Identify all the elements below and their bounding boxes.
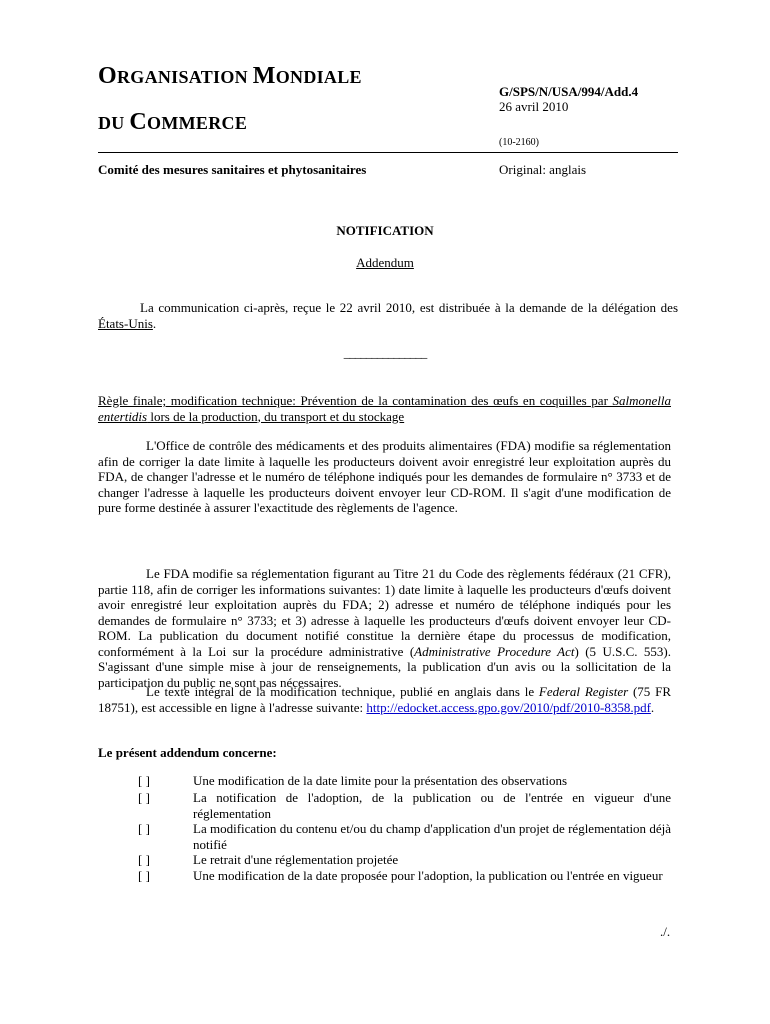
original-language: Original: anglais <box>499 162 587 177</box>
org-word-organisation: RGANISATION <box>116 67 253 87</box>
title-text-end: lors de la production, du transport et du stockage <box>147 408 405 424</box>
org-initial-m: M <box>252 63 276 89</box>
intro-end: . <box>152 315 157 331</box>
job-number: (10-2160) <box>499 137 539 148</box>
concern-text: Le retrait d'une réglementation projetée <box>193 852 399 867</box>
addendum-subheading: Addendum <box>356 255 414 270</box>
organisation-name-line2 <box>98 109 247 136</box>
title-text: Règle finale; modification technique: Prévention de la contamination des œufs en coquilles par <box>98 393 613 408</box>
p3-text-mid: (75 FR 18751), est accessible en ligne à l'adresse suivante: <box>98 684 671 715</box>
p2-text: Le FDA modifie sa réglementation figurant au Titre 21 du Code des règlements fédéraux (21 CFR), partie 118, afin de corriger les informations suivantes: 1) date limite à laquelle les producteurs d'œufs doivent avoir enregistré leur exploitation auprès du FDA; 2) adresse et numéro de téléphone indiqués pour les demandes de formulaire n° 3733; et 3) adresse à laquelle les producteurs d'œufs doivent envoyer leur CD-ROM. La publication du document notifié constitue la dernière étape du processus de modification, conformément à la Loi sur la procédure administrative ( <box>98 566 671 659</box>
p2-text-end: ) (5 U.S.C. 553). S'agissant d'une simple mise à jour de renseignements, la publication d'un avis ou la sollicitation de la participation du public ne sont pas nécessaires. <box>98 643 671 690</box>
org-word-du: DU <box>98 113 130 133</box>
intro-text: La communication ci-après, reçue le 22 avril 2010, est distribuée à la demande de la délégation des <box>140 300 678 315</box>
notification-heading: NOTIFICATION <box>336 223 434 238</box>
concern-text: La modification du contenu et/ou du champ d'application d'un projet de réglementation déjà notifié <box>193 821 671 852</box>
intro-country: États-Unis <box>98 315 153 331</box>
org-word-commerce: OMMERCE <box>147 113 248 133</box>
continued-marker: ./. <box>660 924 671 939</box>
p3-end: . <box>650 699 655 715</box>
committee-name: Comité des mesures sanitaires et phytosanitaires <box>98 162 367 177</box>
document-date: 26 avril 2010 <box>499 99 569 114</box>
concern-checkbox: [ ] <box>138 852 150 867</box>
concern-text: La notification de l'adoption, de la publication ou de l'entrée en vigueur d'une réglementation <box>193 790 671 821</box>
p2-act-name: Administrative Procedure Act <box>414 643 575 659</box>
measure-title <box>98 393 671 424</box>
document-reference-block <box>499 84 638 150</box>
federal-register-link[interactable]: http://edocket.access.gpo.gov/2010/pdf/2010-8358.pdf <box>366 699 651 715</box>
concerns-heading: Le présent addendum concerne: <box>98 745 277 760</box>
concern-checkbox: [ ] <box>138 790 150 805</box>
body-paragraph-2 <box>98 566 671 690</box>
concern-text: Une modification de la date limite pour la présentation des observations <box>193 773 568 788</box>
organisation-name-line1 <box>98 63 362 90</box>
org-initial-o: O <box>98 63 117 89</box>
document-symbol: G/SPS/N/USA/994/Add.4 <box>499 84 639 99</box>
intro-paragraph <box>98 300 678 331</box>
header-rule <box>98 152 678 153</box>
p3-register-name: Federal Register <box>538 684 629 699</box>
org-initial-c: C <box>129 109 148 135</box>
p3-text: Le texte intégral de la modification technique, publié en anglais dans le <box>146 684 539 699</box>
separator-line: _______________ <box>343 345 427 360</box>
title-species: Salmonella entertidis <box>98 393 671 424</box>
concern-checkbox: [ ] <box>138 868 150 883</box>
concern-text: Une modification de la date proposée pour l'adoption, la publication ou l'entrée en vigueur <box>193 868 663 883</box>
org-word-mondiale: ONDIALE <box>275 67 362 87</box>
concern-checkbox: [ ] <box>138 821 150 836</box>
body-paragraph-3 <box>98 684 671 715</box>
concern-checkbox: [ ] <box>138 773 150 788</box>
body-paragraph-1: L'Office de contrôle des médicaments et des produits alimentaires (FDA) modifie sa réglementation afin de corriger la date limite à laquelle les producteurs doivent avoir enregistré leur exploitation auprès du FDA, de changer l'adresse et le numéro de téléphone indiqués pour les demandes de formulaire n° 3733 et de changer l'adresse à laquelle les producteurs doivent envoyer leur CD-ROM. Il s'agit d'une modification de pure forme destinée à assurer l'exactitude des règlements de l'agence. <box>98 438 671 515</box>
